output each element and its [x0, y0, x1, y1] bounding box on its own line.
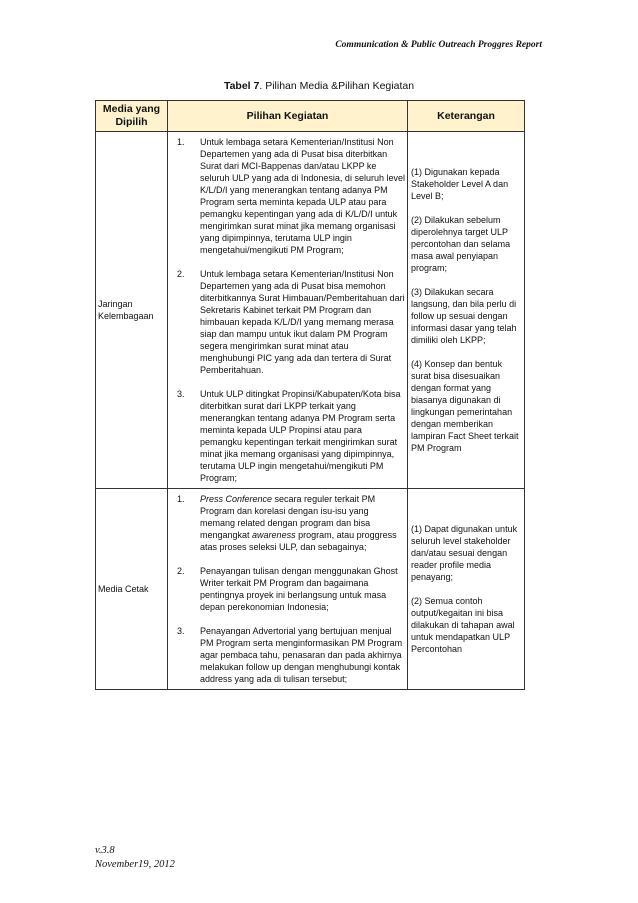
kegiatan-list	[170, 136, 405, 484]
list-number: 3.	[177, 389, 185, 399]
header-kegiatan: Pilihan Kegiatan	[168, 101, 408, 132]
note-text: (1) Dapat digunakan untuk seluruh level stakeholder dan/atau sesuai dengan reader profile media penayang;	[411, 524, 518, 582]
report-header-title: Communication & Public Outreach Proggres Report	[335, 40, 542, 50]
list-emphasis: Press Conference	[200, 494, 273, 504]
list-item	[170, 565, 405, 613]
note-text: (2) Dilakukan sebelum diperolehnya target ULP percontohan dan selama masa awal penyiapan program;	[411, 215, 511, 273]
list-text: Penayangan Advertorial yang bertujuan menjual PM Program serta menginformasikan PM Program agar pembaca tahu, penasaran dan pada akhirnya melakukan follow up dengan menghubungi kontak address yang ada di tulisan tersebut;	[200, 626, 403, 684]
table-row	[96, 489, 525, 690]
keterangan-cell	[408, 489, 525, 690]
list-number: 2.	[177, 566, 185, 576]
list-text: Untuk lembaga setara Kementerian/Institusi Non Departemen yang ada di Pusat bisa memohon diterbitkannya Surat Himbauan/Pemberitahuan dari Sekretaris Kabinet terkait PM Program dan himbauan kepada K/L/D/I yang memang merasa siap dan mampu untuk ikut dalam PM Program segera mengirimkan surat minat atau menghubungi PIC yang ada dan tertera di Surat Pemberitahuan.	[200, 269, 405, 375]
list-item	[170, 268, 405, 376]
kegiatan-cell	[168, 132, 408, 489]
page-footer	[95, 844, 175, 872]
list-text: program, atau proggress atas proses seleksi ULP, dan sebagainya;	[200, 530, 397, 552]
note-text: (2) Semua contoh output/kegaitan ini bisa dilakukan di tahapan awal untuk mendapatkan ULP Percontohan	[411, 596, 515, 654]
list-number: 1.	[177, 494, 185, 504]
list-text: Untuk lembaga setara Kementerian/Institusi Non Departemen yang ada di Pusat bisa diterbitkan Surat dari MCI-Bappenas dan/atau LKPP ke seluruh ULP yang ada di Indonesia, di seluruh level K/L/D/I yang menerangkan tentang adanya PM Program serta meminta kepada ULP atau para pemangku kepentingan yang ada di K/L/D/I untuk mengirimkan surat minat jika memang organisasi yang dipimpinnya, terutama ULP ingin mengetahui/mengikuti PM Program;	[200, 137, 405, 255]
keterangan-cell	[408, 132, 525, 489]
note-text: (3) Dilakukan secara langsung, dan bila perlu di follow up sesuai dengan informasi dasar yang telah dimiliki oleh LKPP;	[411, 287, 517, 345]
list-number: 3.	[177, 626, 185, 636]
footer-version: v.3.8	[95, 845, 115, 856]
list-text: Penayangan tulisan dengan menggunakan Ghost Writer terkait PM Program dan bagaimana pentingnya proyek ini berlangsung untuk masa depan perekonomian Indonesia;	[200, 566, 398, 612]
list-item	[170, 493, 405, 553]
table-caption	[0, 80, 638, 92]
footer-date: November19, 2012	[95, 859, 175, 870]
kegiatan-list	[170, 493, 405, 685]
list-number: 1.	[177, 137, 185, 147]
table-caption-text: . Pilihan Media &Pilihan Kegiatan	[259, 80, 415, 92]
list-text: Untuk ULP ditingkat Propinsi/Kabupaten/Kota bisa diterbitkan surat dari LKPP terkait yang menerangkan tentang adanya PM Program serta meminta kepada ULP Propinsi atau para pemangku kepentingan terkait mengirimkan surat minat jika memang organisasi yang dipimpinnya, terutama ULP ingin mengetahui/mengikuti PM Program;	[200, 389, 401, 483]
list-item	[170, 625, 405, 685]
list-item	[170, 388, 405, 484]
header-keterangan: Keterangan	[408, 101, 525, 132]
table-row	[96, 132, 525, 489]
media-cell: Jaringan Kelembagaan	[96, 132, 168, 489]
media-activity-table	[95, 100, 525, 690]
note-text: (4) Konsep dan bentuk surat bisa disesuaikan dengan format yang biasanya digunakan di lingkungan pemerintahan dengan memberikan lampiran Fact Sheet terkait PM Program	[411, 359, 519, 453]
header-media: Media yang Dipilih	[96, 101, 168, 132]
list-number: 2.	[177, 269, 185, 279]
table-header-row	[96, 101, 525, 132]
media-cell: Media Cetak	[96, 489, 168, 690]
list-item	[170, 136, 405, 256]
note-text: (1) Digunakan kepada Stakeholder Level A dan Level B;	[411, 167, 509, 201]
list-emphasis: awareness	[252, 530, 296, 540]
kegiatan-cell	[168, 489, 408, 690]
table-caption-label: Tabel 7	[223, 80, 260, 92]
list-text: secara reguler terkait PM Program dan korelasi dengan isu-isu yang memang related dengan program dan bisa mengangkat	[200, 494, 376, 540]
